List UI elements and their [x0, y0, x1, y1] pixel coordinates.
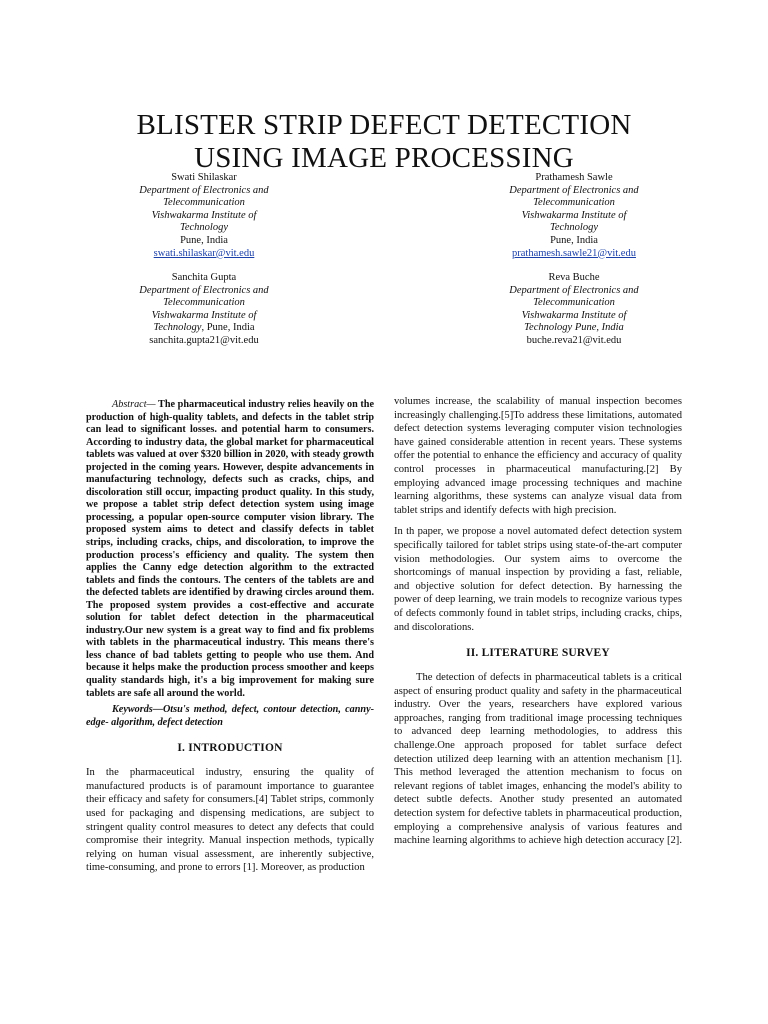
- title-line-2: USING IMAGE PROCESSING: [194, 142, 574, 175]
- author-affiliation: Department of Electronics and: [509, 284, 639, 296]
- paper-title: [80, 109, 688, 175]
- author-affiliation: Technology: [179, 222, 229, 234]
- author-location: Pune, India: [180, 234, 228, 246]
- author-affiliation: Department of Electronics and: [509, 184, 639, 196]
- author-email: sanchita.gupta21@vit.edu: [149, 334, 259, 346]
- author-affiliation: Telecommunication: [163, 297, 245, 309]
- author-name: Reva Buche: [548, 272, 600, 283]
- author-name: Prathamesh Sawle: [535, 172, 613, 183]
- author-block-3: [84, 272, 324, 348]
- abstract-text: The pharmaceutical industry relies heavily on the production of high-quality tablets, and defects in the tablet strip can lead to significant losses. and potential harm to consumers. According to industry data, the global market for pharmaceutical tablets was valued at over $320 billion in 2020, with steady growth projected in the coming years. However, despite advancements in manufacturing technology, defects such as cracks, chips, and discoloration still occur, impacting product quality. In this study, we propose a tablet strip defect detection system using image processing, a popular open-source computer vision library. The proposed system aims to detect and classify defects in tablet strips, including cracks, chips, and discoloration, to improve the production process's efficiency and quality. The system then applies the Canny edge detection algorithm to the extracted tablets and finds the contours. The centers of the tablets are and the defected tablets are identified by drawing circles around them. The proposed system provides a cost-effective and accurate solution for tablet defect detection in the pharmaceutical industry.Our new system is a great way to find and fix problems with tablets in the pharmaceutical industry. This means there's less chance of bad tablets getting to people who use them. And because it helps make the production process smoother and keeps quality standards high, it's a big improvement for making sure tablets are safe all around the world.: [86, 399, 374, 699]
- section-heading-introduction: I. INTRODUCTION: [177, 742, 283, 755]
- author-name: Sanchita Gupta: [171, 272, 237, 283]
- literature-paragraph-1: The detection of defects in pharmaceutical tablets is a critical aspect of ensuring product quality and safety in the pharmaceutical industry. Over the years, researchers have explored various approaches, ranging from traditional image processing techniques to advanced deep learning methodologies, to address this challenge.One approach proposed for tablet surface defect detection utilized deep learning with an attention mechanism [1]. This method leveraged the attention mechanism to focus on relevant regions of tablet images, enhancing the model's ability to detect subtle defects. Another study presented an automated detection system for defective tablets in pharmaceutical production, employing a comprehensive analysis of various features and machine learning algorithms to achieve high detection accuracy [2].: [394, 672, 682, 847]
- author-email: buche.reva21@vit.edu: [526, 334, 622, 346]
- title-line-1: BLISTER STRIP DEFECT DETECTION: [136, 109, 632, 142]
- right-column: [394, 395, 682, 848]
- author-email-link[interactable]: prathamesh.sawle21@vit.edu: [512, 247, 636, 259]
- author-affiliation: Department of Electronics and: [139, 284, 269, 296]
- author-affiliation: Vishwakarma Institute of: [151, 209, 257, 221]
- section-heading-literature-survey: II. LITERATURE SURVEY: [466, 647, 610, 660]
- author-affiliation: Technology Pune, India: [524, 322, 624, 334]
- author-affiliation: Technology: [153, 322, 202, 334]
- author-affiliation: Technology: [549, 222, 599, 234]
- abstract: [86, 399, 374, 700]
- author-block-4: [454, 272, 694, 348]
- author-affiliation: Vishwakarma Institute of: [151, 309, 257, 321]
- intro-paragraph-2: In th paper, we propose a novel automated defect detection system specifically tailored for tablet strips using state-of-the-art computer vision methodologies. Our system aims to overcome the shortcomings of manual inspection by providing a fast, reliable, and objective solution for defect detection. By harnessing the power of deep learning, we train models to recognize various types of defects commonly found in tablet strips, including cracks, chips, and discolorations.: [394, 526, 682, 633]
- author-affiliation-line: [84, 322, 324, 335]
- author-affiliation: Department of Electronics and: [139, 184, 269, 196]
- author-name: Swati Shilaskar: [171, 172, 237, 183]
- author-block-1: [84, 172, 324, 260]
- left-column: [86, 399, 374, 875]
- keywords: Keywords—Otsu's method, defect, contour detection, canny-edge- algorithm, defect detection: [86, 704, 374, 728]
- author-block-2: [454, 172, 694, 260]
- author-email-link[interactable]: swati.shilaskar@vit.edu: [153, 247, 255, 259]
- intro-paragraph-1: In the pharmaceutical industry, ensuring the quality of manufactured products is of paramount importance to guarantee their efficacy and safety for consumers.[4] Tablet strips, commonly used for packaging and dispensing medications, are subject to stringent quality control measures to detect any defects that could compromise their integrity. Manual inspection methods, typically relying on human visual assessment, are inherently subjective, time-consuming, and prone to errors [1]. Moreover, as production: [86, 767, 374, 874]
- author-affiliation: Telecommunication: [163, 197, 245, 209]
- author-affiliation: Vishwakarma Institute of: [521, 309, 627, 321]
- author-location: Pune, India: [550, 234, 598, 246]
- author-affiliation: Telecommunication: [533, 297, 615, 309]
- intro-paragraph-1-continued: volumes increase, the scalability of manual inspection becomes increasingly challenging.[5]To address these limitations, automated defect detection systems leveraging computer vision technologies have gained considerable attention in recent years. These systems offer the potential to enhance the efficiency and accuracy of quality control processes in pharmaceutical manufacturing.[2] By employing advanced image processing techniques and machine learning algorithms, these systems can analyze visual data from tablet strips and identify defects with high precision.: [394, 396, 682, 516]
- abstract-lead: Abstract—: [112, 399, 156, 410]
- author-affiliation: Vishwakarma Institute of: [521, 209, 627, 221]
- author-affiliation: Telecommunication: [533, 197, 615, 209]
- author-location: , Pune, India: [201, 322, 255, 334]
